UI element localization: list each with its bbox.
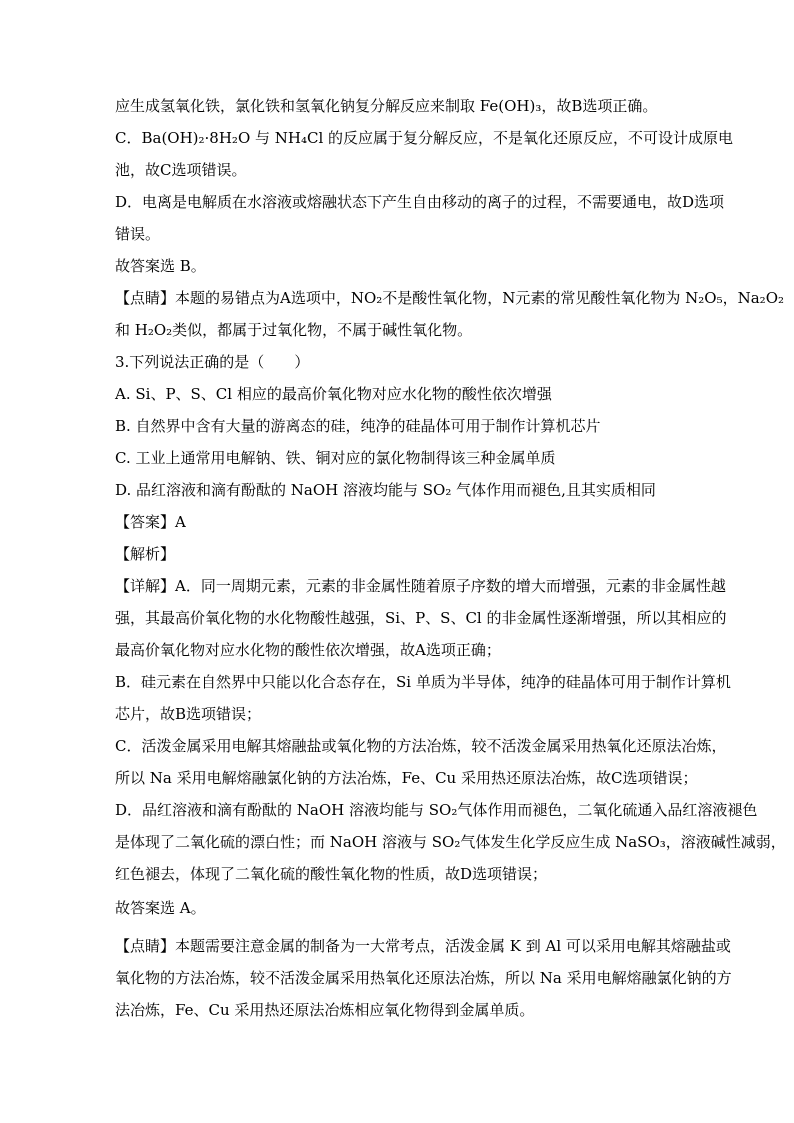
question-title: 3.下列说法正确的是（ ） [115, 353, 310, 371]
text-line: 最高价氧化物对应水化物的酸性依次增强，故A选项正确； [115, 641, 501, 659]
text-line: 红色褪去，体现了二氧化硫的酸性氧化物的性质，故D选项错误； [115, 865, 548, 883]
text-line: 氧化物的方法冶炼，较不活泼金属采用热氧化还原法冶炼，所以 Na 采用电解熔融氯化钠的方 [115, 969, 732, 987]
option-d: D. 品红溶液和滴有酚酞的 NaOH 溶液均能与 SO₂ 气体作用而褪色,且其实质相同 [115, 481, 656, 499]
detail-line: 【详解】A．同一周期元素，元素的非金属性随着原子序数的增大而增强，元素的非金属性越 [115, 577, 726, 595]
option-c-line: C．Ba(OH)₂·8H₂O 与 NH₄Cl 的反应属于复分解反应，不是氧化还原反应，不可设计成原电 [115, 129, 734, 147]
analysis-heading: 【解析】 [115, 545, 176, 563]
detail-d-line: D．品红溶液和滴有酚酞的 NaOH 溶液均能与 SO₂气体作用而褪色，二氧化硫通入品红溶液褪色 [115, 801, 758, 819]
text-line: 芯片，故B选项错误； [115, 705, 262, 723]
text-line: 和 H₂O₂类似，都属于过氧化物，不属于碱性氧化物。 [115, 321, 473, 339]
answer-heading: 【答案】A [115, 513, 186, 531]
option-c: C. 工业上通常用电解钠、铁、铜对应的氯化物制得该三种金属单质 [115, 449, 556, 467]
note-line: 【点睛】本题需要注意金属的制备为一大常考点，活泼金属 K 到 Al 可以采用电解其熔融盐或 [115, 937, 731, 955]
option-d-line: D．电离是电解质在水溶液或熔融状态下产生自由移动的离子的过程，不需要通电，故D选项 [115, 193, 725, 211]
option-a: A. Si、P、S、Cl 相应的最高价氧化物对应水化物的酸性依次增强 [115, 385, 552, 403]
detail-c-line: C．活泼金属采用电解其熔融盐或氧化物的方法冶炼，较不活泼金属采用热氧化还原法冶炼， [115, 737, 727, 755]
text-line: 错误。 [115, 225, 161, 243]
text-line: 法冶炼，Fe、Cu 采用热还原法冶炼相应氧化物得到金属单质。 [115, 1001, 535, 1019]
text-line: 应生成氢氧化铁，氯化铁和氢氧化钠复分解反应来制取 Fe(OH)₃，故B选项正确。 [115, 97, 658, 115]
answer-line: 故答案选 A。 [115, 899, 206, 917]
text-line: 是体现了二氧化硫的漂白性；而 NaOH 溶液与 SO₂气体发生化学反应生成 NaSO₃，溶液碱性减弱， [115, 833, 786, 851]
option-b: B. 自然界中含有大量的游离态的硅，纯净的硅晶体可用于制作计算机芯片 [115, 417, 601, 435]
answer-line: 故答案选 B。 [115, 257, 206, 275]
note-line: 【点睛】本题的易错点为A选项中，NO₂不是酸性氧化物，N元素的常见酸性氧化物为 N₂O₅，Na₂O₂ [115, 289, 785, 307]
text-line: 所以 Na 采用电解熔融氯化钠的方法冶炼，Fe、Cu 采用热还原法冶炼，故C选项错误； [115, 769, 698, 787]
document-body [115, 96, 786, 1020]
detail-b-line: B．硅元素在自然界中只能以化合态存在，Si 单质为半导体，纯净的硅晶体可用于制作计算机 [115, 673, 731, 691]
text-line: 池，故C选项错误。 [115, 161, 247, 179]
text-line: 强，其最高价氧化物的水化物酸性越强，Si、P、S、Cl 的非金属性逐渐增强，所以其相应的 [115, 609, 727, 627]
